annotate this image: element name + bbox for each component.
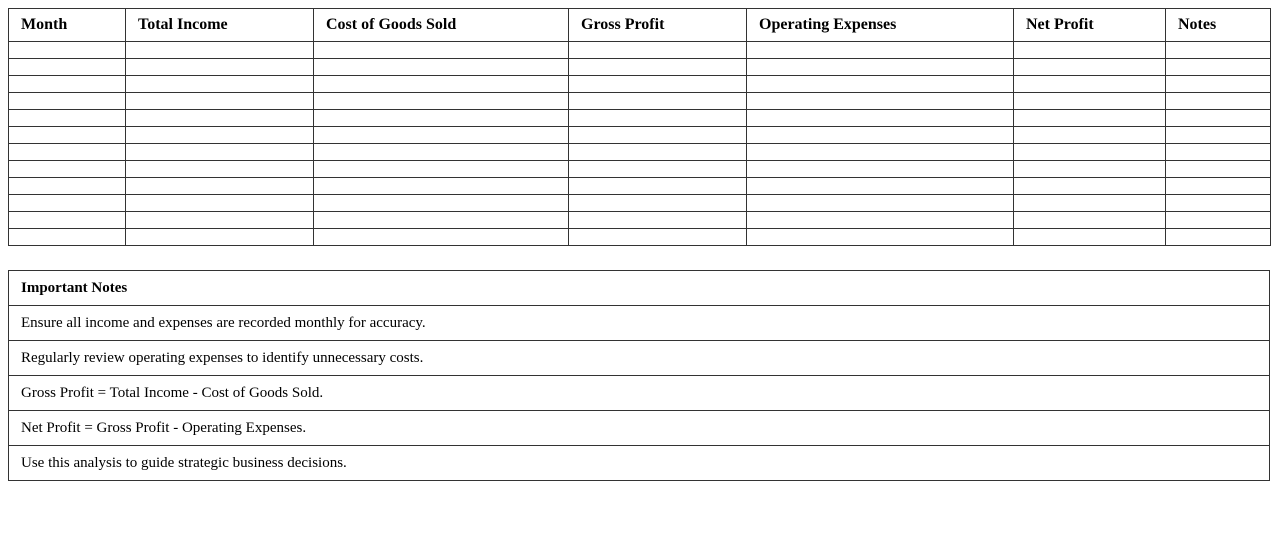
note-row — [9, 306, 1270, 341]
table-cell[interactable] — [126, 212, 314, 229]
table-cell[interactable] — [747, 195, 1014, 212]
table-cell[interactable] — [1166, 161, 1271, 178]
table-row — [9, 144, 1271, 161]
table-cell[interactable] — [9, 59, 126, 76]
table-cell[interactable] — [1014, 178, 1166, 195]
table-cell[interactable] — [569, 42, 747, 59]
note-item: Use this analysis to guide strategic business decisions. — [9, 446, 1270, 481]
table-row — [9, 229, 1271, 246]
table-cell[interactable] — [126, 59, 314, 76]
table-row — [9, 76, 1271, 93]
table-cell[interactable] — [569, 212, 747, 229]
table-cell[interactable] — [1166, 59, 1271, 76]
table-cell[interactable] — [747, 42, 1014, 59]
table-cell[interactable] — [314, 110, 569, 127]
table-cell[interactable] — [1166, 178, 1271, 195]
note-row — [9, 376, 1270, 411]
table-cell[interactable] — [9, 42, 126, 59]
table-cell[interactable] — [126, 93, 314, 110]
table-cell[interactable] — [1014, 127, 1166, 144]
table-cell[interactable] — [1166, 144, 1271, 161]
table-cell[interactable] — [1014, 93, 1166, 110]
table-cell[interactable] — [1014, 229, 1166, 246]
header-operating-expenses: Operating Expenses — [747, 9, 1014, 42]
table-cell[interactable] — [9, 195, 126, 212]
table-cell[interactable] — [747, 110, 1014, 127]
table-cell[interactable] — [314, 212, 569, 229]
table-cell[interactable] — [569, 229, 747, 246]
header-net-profit: Net Profit — [1014, 9, 1166, 42]
note-item: Net Profit = Gross Profit - Operating Expenses. — [9, 411, 1270, 446]
table-cell[interactable] — [1166, 110, 1271, 127]
table-cell[interactable] — [314, 178, 569, 195]
table-cell[interactable] — [569, 195, 747, 212]
table-cell[interactable] — [314, 161, 569, 178]
table-cell[interactable] — [1014, 161, 1166, 178]
table-row — [9, 42, 1271, 59]
note-row — [9, 446, 1270, 481]
table-cell[interactable] — [569, 144, 747, 161]
table-cell[interactable] — [747, 93, 1014, 110]
table-cell[interactable] — [569, 76, 747, 93]
table-cell[interactable] — [1166, 212, 1271, 229]
notes-heading-row — [9, 271, 1270, 306]
table-cell[interactable] — [314, 59, 569, 76]
table-cell[interactable] — [569, 59, 747, 76]
table-cell[interactable] — [1014, 59, 1166, 76]
table-cell[interactable] — [9, 144, 126, 161]
table-cell[interactable] — [314, 76, 569, 93]
table-cell[interactable] — [314, 93, 569, 110]
header-gross-profit: Gross Profit — [569, 9, 747, 42]
table-cell[interactable] — [1014, 195, 1166, 212]
table-row — [9, 178, 1271, 195]
important-notes-table — [8, 270, 1270, 481]
table-cell[interactable] — [126, 229, 314, 246]
table-cell[interactable] — [569, 161, 747, 178]
table-cell[interactable] — [9, 161, 126, 178]
table-cell[interactable] — [126, 110, 314, 127]
table-cell[interactable] — [1014, 212, 1166, 229]
table-cell[interactable] — [1014, 42, 1166, 59]
table-cell[interactable] — [9, 127, 126, 144]
table-cell[interactable] — [747, 59, 1014, 76]
table-cell[interactable] — [1014, 144, 1166, 161]
table-cell[interactable] — [126, 144, 314, 161]
table-cell[interactable] — [1166, 42, 1271, 59]
table-row — [9, 110, 1271, 127]
table-cell[interactable] — [569, 127, 747, 144]
table-cell[interactable] — [126, 127, 314, 144]
table-cell[interactable] — [747, 127, 1014, 144]
table-cell[interactable] — [747, 229, 1014, 246]
table-cell[interactable] — [747, 144, 1014, 161]
note-item: Regularly review operating expenses to identify unnecessary costs. — [9, 341, 1270, 376]
table-cell[interactable] — [1166, 127, 1271, 144]
table-row — [9, 127, 1271, 144]
table-cell[interactable] — [126, 76, 314, 93]
table-cell[interactable] — [314, 42, 569, 59]
table-cell[interactable] — [1166, 76, 1271, 93]
note-item: Ensure all income and expenses are recorded monthly for accuracy. — [9, 306, 1270, 341]
table-row — [9, 195, 1271, 212]
table-cell[interactable] — [9, 76, 126, 93]
table-cell[interactable] — [1014, 76, 1166, 93]
table-cell[interactable] — [314, 229, 569, 246]
table-cell[interactable] — [747, 178, 1014, 195]
table-header-row — [9, 9, 1271, 42]
table-cell[interactable] — [9, 178, 126, 195]
table-cell[interactable] — [126, 42, 314, 59]
table-cell[interactable] — [126, 178, 314, 195]
table-cell[interactable] — [126, 161, 314, 178]
header-month: Month — [9, 9, 126, 42]
header-cost-of-goods-sold: Cost of Goods Sold — [314, 9, 569, 42]
table-cell[interactable] — [747, 161, 1014, 178]
table-cell[interactable] — [569, 178, 747, 195]
table-cell[interactable] — [9, 110, 126, 127]
table-cell[interactable] — [314, 195, 569, 212]
table-cell[interactable] — [569, 110, 747, 127]
note-row — [9, 411, 1270, 446]
note-row — [9, 341, 1270, 376]
table-cell[interactable] — [9, 212, 126, 229]
header-total-income: Total Income — [126, 9, 314, 42]
table-cell[interactable] — [1166, 93, 1271, 110]
table-body — [9, 42, 1271, 246]
table-cell[interactable] — [314, 127, 569, 144]
table-cell[interactable] — [1166, 195, 1271, 212]
table-cell[interactable] — [126, 195, 314, 212]
table-cell[interactable] — [747, 76, 1014, 93]
table-cell[interactable] — [747, 212, 1014, 229]
table-row — [9, 59, 1271, 76]
table-row — [9, 93, 1271, 110]
table-cell[interactable] — [314, 144, 569, 161]
table-cell[interactable] — [9, 229, 126, 246]
table-cell[interactable] — [1014, 110, 1166, 127]
header-notes: Notes — [1166, 9, 1271, 42]
document-page — [8, 8, 1270, 481]
table-cell[interactable] — [569, 93, 747, 110]
profit-analysis-table — [8, 8, 1271, 246]
note-item: Gross Profit = Total Income - Cost of Goods Sold. — [9, 376, 1270, 411]
table-row — [9, 161, 1271, 178]
table-cell[interactable] — [1166, 229, 1271, 246]
notes-heading: Important Notes — [9, 271, 1270, 306]
table-row — [9, 212, 1271, 229]
table-cell[interactable] — [9, 93, 126, 110]
